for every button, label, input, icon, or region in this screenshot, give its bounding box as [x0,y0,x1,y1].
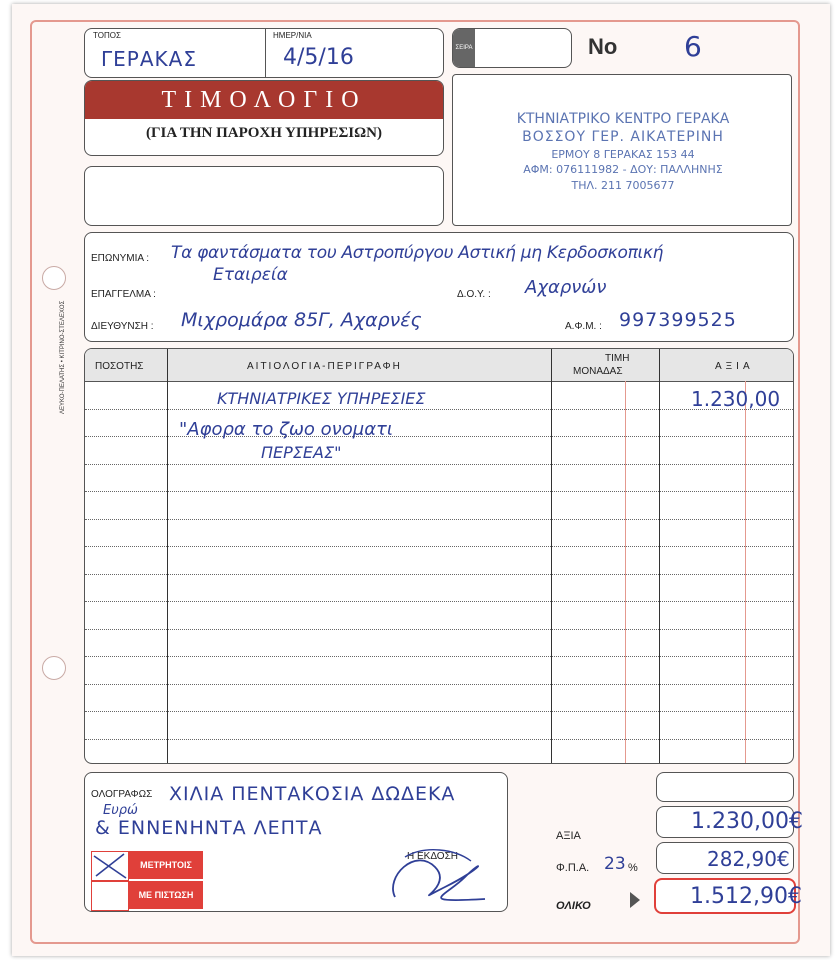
afm-label: Α.Φ.Μ. : [565,321,602,332]
table-rule-line [85,739,794,740]
issuer-name: ΚΤΗΝΙΑΤΡΙΚΟ ΚΕΝΤΡΟ ΓΕΡΑΚΑ [516,111,730,127]
net-label: ΑΞΙΑ [556,830,581,842]
issuer-address: ΕΡΜΟΥ 8 ΓΕΡΑΚΑΣ 153 44 [551,148,695,161]
vat-value: 282,90€ [707,847,790,871]
total-value-box [654,878,802,914]
vat-percent: % [628,862,638,874]
customer-box [84,232,794,342]
table-rule-line [85,464,794,465]
punch-hole-top [42,266,66,290]
cash-label: ΜΕΤΡΗΤΟΙΣ [129,851,203,879]
date-value: 4/5/16 [283,45,354,70]
col-description-header: ΑΙΤΙΟΛΟΓΙΑ-ΠΕΡΙΓΡΑΦΗ [247,361,402,372]
table-rule-line [85,656,794,657]
cash-checkbox[interactable] [91,851,129,881]
words-euro: Ευρώ [103,803,138,818]
credit-label: ΜΕ ΠΙΣΤΩΣΗ [129,881,203,909]
net-value: 1.230,00€ [691,809,803,834]
vat-label: Φ.Π.Α. [556,862,590,874]
totals-header-box [656,772,794,802]
description-line1: ΚΤΗΝΙΑΤΡΙΚΕΣ ΥΠΗΡΕΣΙΕΣ [217,389,426,408]
address-label: ΔΙΕΥΘΥΝΣΗ : [91,321,154,332]
address-value: Μιχρομάρα 85Γ, Αχαρνές [181,309,422,331]
table-rule-line [85,711,794,712]
signature-icon [375,837,495,909]
number-value: 6 [684,30,702,63]
vat-value-box [656,842,794,874]
col-price-header-line2: ΜΟΝΑΔΑΣ [573,366,623,377]
blank-box [84,166,444,226]
col-quantity-header: ΠΟΣΟΤΗΣ [95,361,144,372]
place-date-box [84,28,444,78]
net-value-box [656,806,803,838]
total-value: 1.512,90€ [690,884,802,909]
title-box [84,80,444,156]
total-label: ΟΛΙΚΟ [556,900,591,912]
issuer-stamp-box [452,74,792,226]
credit-checkbox[interactable] [91,881,129,911]
customer-name-label: ΕΠΩΝΥΜΙΑ : [91,253,150,264]
doy-label: Δ.Ο.Υ. : [457,289,491,300]
issuer-phone: ΤΗΛ. 211 7005677 [571,179,675,192]
invoice-title: ΤΙΜΟΛΟΓΙΟ [85,81,443,119]
col-value-header: ΑΞΙΑ [715,361,754,372]
table-rule-line [85,491,794,492]
number-label: No [588,34,618,59]
afm-value: 997399525 [619,309,737,331]
profession-label: ΕΠΑΓΓΕΛΜΑ : [91,289,156,300]
series-tab: ΣΕΙΡΑ [453,29,475,67]
place-value: ΓΕΡΑΚΑΣ [101,47,197,71]
copy-colors-note: ΛΕΥΚΟ-ΠΕΛΑΤΗΣ • ΚΙΤΡΙΝΟ-ΣΤΕΛΕΧΟΣ [60,300,66,414]
description-line2: "Αφορα το ζωο ονοματι [179,419,393,440]
words-label: ΟΛΟΓΡΑΦΩΣ [91,789,153,800]
invoice-subtitle: (ΓΙΑ ΤΗΝ ΠΑΡΟΧΗ ΥΠΗΡΕΣΙΩΝ) [146,125,382,141]
customer-name-line1: Τα φαντάσματα του Αστροπύργου Αστική μη Κερδοσκοπική [171,243,664,263]
customer-name-line2: Εταιρεία [213,265,288,285]
amount-in-words-box [84,772,508,912]
doy-value: Αχαρνών [525,277,607,298]
series-box [452,28,572,68]
issue-label: Η ΕΚΔΟΣΗ [407,851,458,862]
col-price-header-line1: ΤΙΜΗ [605,353,630,364]
words-line1: ΧΙΛΙΑ ΠΕΝΤΑΚΟΣΙΑ ΔΩΔΕΚΑ [169,783,456,805]
punch-hole-bottom [42,656,66,680]
place-label: ΤΟΠΟΣ [93,31,121,40]
table-rule-line [85,409,794,410]
vat-rate: 23 [604,854,626,874]
items-table [84,348,794,764]
table-rule-line [85,519,794,520]
table-rule-line [85,684,794,685]
words-line2: & ΕΝΝΕΝΗΝΤΑ ΛΕΠΤΑ [95,817,323,839]
issuer-tax-info: ΑΦΜ: 076111982 - ΔΟΥ: ΠΑΛΛΗΝΗΣ [523,163,723,176]
row-value: 1.230,00 [691,387,781,411]
table-rule-line [85,629,794,630]
table-header [85,349,793,382]
table-rule-line [85,574,794,575]
total-arrow-icon [628,890,642,910]
table-rule-line [85,601,794,602]
issuer-owner: ΒΟΣΣΟΥ ΓΕΡ. ΑΙΚΑΤΕΡΙΝΗ [522,129,724,145]
table-rule-line [85,546,794,547]
description-line3: ΠΕΡΣΕΑΣ" [261,443,342,462]
date-label: ΗΜΕΡ/ΝΙΑ [273,31,312,40]
